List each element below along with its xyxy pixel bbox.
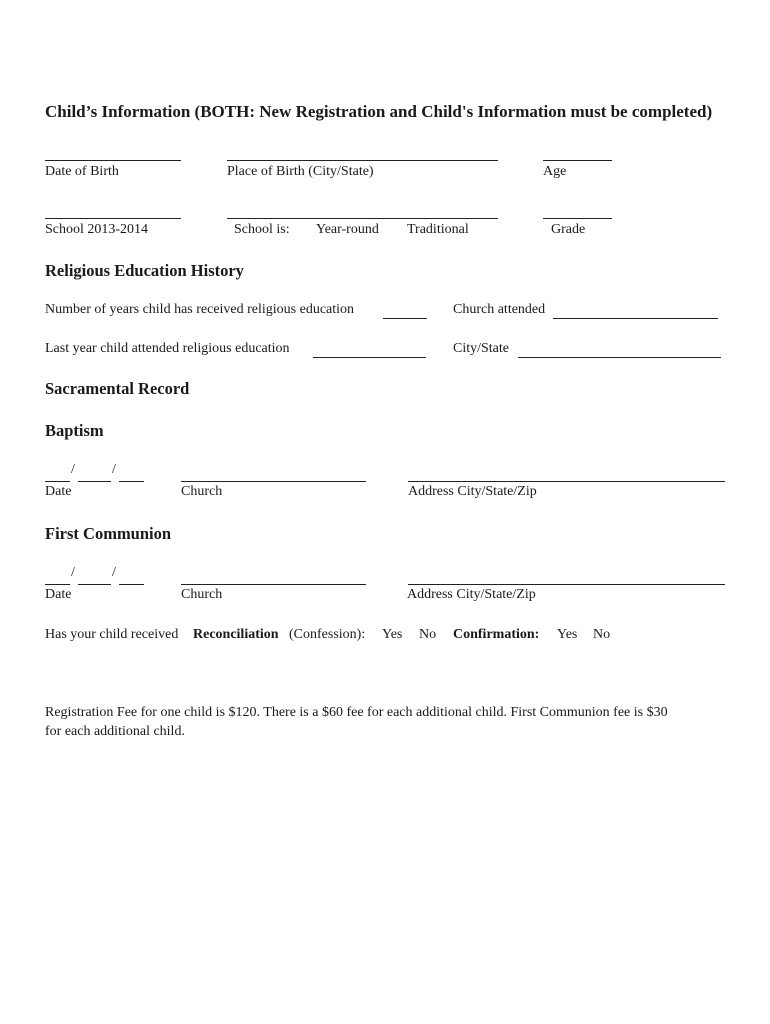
date-of-birth-input[interactable] bbox=[45, 142, 181, 160]
grade-input[interactable] bbox=[543, 200, 612, 218]
reconciliation-yes-option[interactable]: Yes bbox=[382, 627, 403, 642]
last-year-attended-input[interactable] bbox=[313, 339, 426, 357]
communion-date-label: Date bbox=[45, 587, 72, 602]
school-field[interactable] bbox=[45, 200, 181, 219]
place-of-birth-field[interactable] bbox=[227, 142, 498, 161]
confession-label: (Confession): bbox=[289, 627, 366, 642]
church-attended-label: Church attended bbox=[453, 302, 546, 317]
last-year-attended-label: Last year child attended religious education bbox=[45, 341, 290, 356]
place-of-birth-input[interactable] bbox=[227, 142, 498, 160]
baptism-date-month-field[interactable] bbox=[45, 463, 70, 482]
date-separator: / bbox=[112, 462, 116, 477]
option-year-round[interactable]: Year-round bbox=[316, 222, 379, 237]
communion-date-day-field[interactable] bbox=[78, 566, 111, 585]
confirmation-no-option[interactable]: No bbox=[593, 627, 611, 642]
confirmation-label: Confirmation: bbox=[453, 627, 540, 642]
communion-address-field[interactable] bbox=[408, 566, 725, 585]
section-heading-sacramental-record: Sacramental Record bbox=[45, 379, 190, 398]
baptism-church-label: Church bbox=[181, 484, 223, 499]
communion-church-label: Church bbox=[181, 587, 223, 602]
baptism-date-label: Date bbox=[45, 484, 72, 499]
date-of-birth-label: Date of Birth bbox=[45, 164, 119, 179]
place-of-birth-label: Place of Birth (City/State) bbox=[227, 164, 374, 179]
church-attended-field[interactable] bbox=[553, 300, 718, 319]
communion-address-input[interactable] bbox=[408, 566, 725, 584]
section-heading-religious-history: Religious Education History bbox=[45, 261, 244, 280]
communion-church-field[interactable] bbox=[181, 566, 366, 585]
age-label: Age bbox=[543, 164, 567, 179]
confirmation-yes-option[interactable]: Yes bbox=[557, 627, 578, 642]
date-separator: / bbox=[71, 462, 75, 477]
baptism-date-year-field[interactable] bbox=[119, 463, 144, 482]
school-type-input[interactable] bbox=[227, 200, 498, 218]
baptism-church-input[interactable] bbox=[181, 463, 366, 481]
reconciliation-no-option[interactable]: No bbox=[419, 627, 437, 642]
school-type-field[interactable] bbox=[227, 200, 498, 219]
baptism-address-field[interactable] bbox=[408, 463, 725, 482]
option-traditional[interactable]: Traditional bbox=[407, 222, 469, 237]
communion-church-input[interactable] bbox=[181, 566, 366, 584]
school-input[interactable] bbox=[45, 200, 181, 218]
reconciliation-label: Reconciliation bbox=[193, 627, 279, 642]
date-separator: / bbox=[112, 565, 116, 580]
section-heading-baptism: Baptism bbox=[45, 421, 104, 440]
grade-field[interactable] bbox=[543, 200, 612, 219]
communion-date-year-field[interactable] bbox=[119, 566, 144, 585]
age-field[interactable] bbox=[543, 142, 612, 161]
section-heading-first-communion: First Communion bbox=[45, 524, 172, 543]
years-religious-education-input[interactable] bbox=[383, 300, 427, 318]
years-religious-education-field[interactable] bbox=[383, 300, 427, 319]
school-is-label: School is: bbox=[234, 222, 290, 237]
communion-date-month-field[interactable] bbox=[45, 566, 70, 585]
fee-note-line-1: Registration Fee for one child is $120. There is a $60 fee for each additional child. First Communion fee is $30 bbox=[45, 705, 668, 720]
school-label: School 2013-2014 bbox=[45, 222, 149, 237]
last-year-attended-field[interactable] bbox=[313, 339, 426, 358]
date-of-birth-field[interactable] bbox=[45, 142, 181, 161]
grade-label: Grade bbox=[551, 222, 586, 237]
age-input[interactable] bbox=[543, 142, 612, 160]
baptism-date-day-field[interactable] bbox=[78, 463, 111, 482]
years-religious-education-label: Number of years child has received religious education bbox=[45, 302, 355, 317]
city-state-label: City/State bbox=[453, 341, 509, 356]
baptism-church-field[interactable] bbox=[181, 463, 366, 482]
church-attended-input[interactable] bbox=[553, 300, 718, 318]
communion-address-label: Address City/State/Zip bbox=[407, 587, 536, 602]
baptism-address-label: Address City/State/Zip bbox=[408, 484, 537, 499]
fee-note-line-2: for each additional child. bbox=[45, 724, 185, 739]
city-state-input[interactable] bbox=[518, 339, 721, 357]
city-state-field[interactable] bbox=[518, 339, 721, 358]
section-heading-childs-information: Child’s Information (BOTH: New Registration and Child's Information must be completed) bbox=[45, 102, 713, 121]
date-separator: / bbox=[71, 565, 75, 580]
reconciliation-question-prefix: Has your child received bbox=[45, 627, 179, 642]
baptism-address-input[interactable] bbox=[408, 463, 725, 481]
